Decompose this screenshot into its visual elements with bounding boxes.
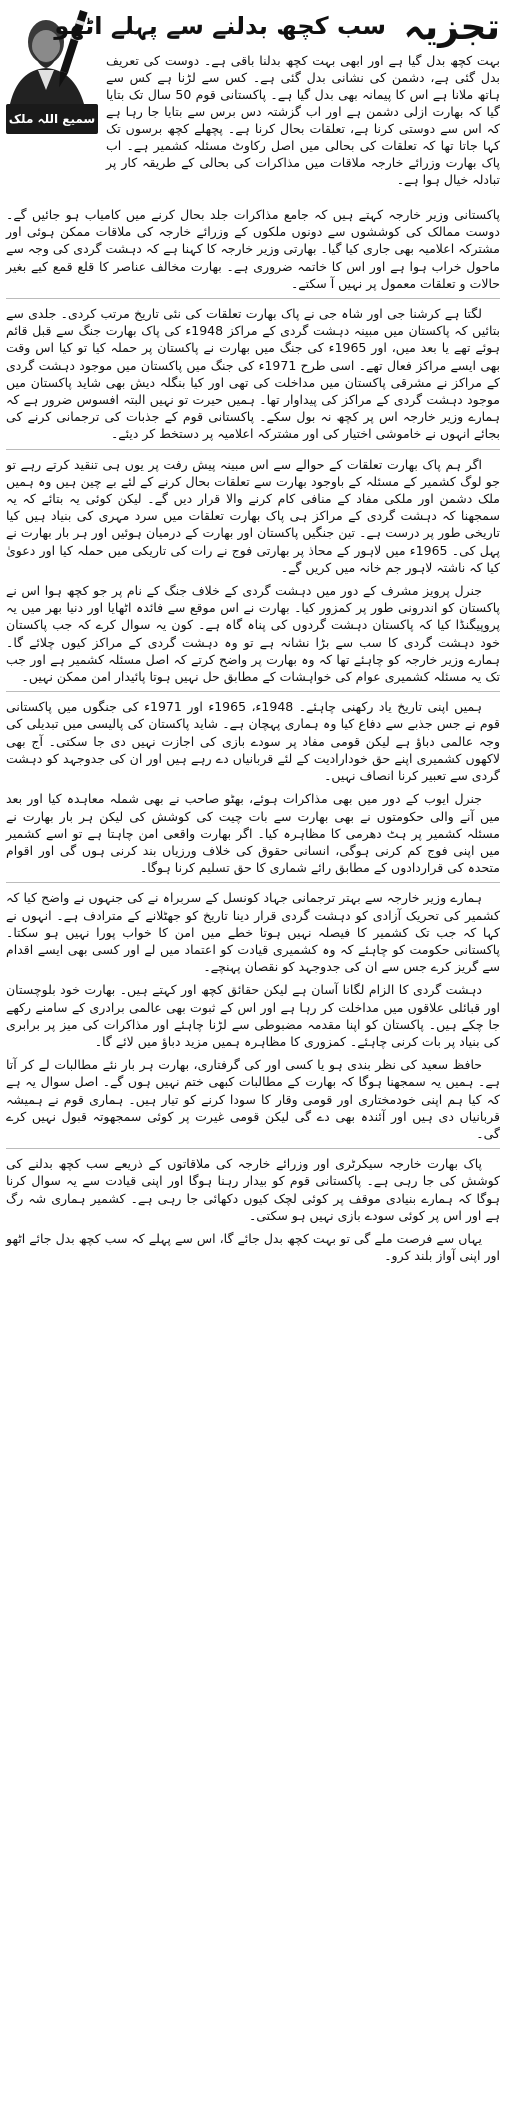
paragraph: جنرل پرویز مشرف کے دور میں دہشت گردی کے خلاف جنگ کے نام پر جو کچھ ہوا اس نے پاکستان کو اندرونی طور پر کمزور کیا۔ بھارت نے اس موقع سے فائدہ اٹھایا اور دنیا بھر میں یہ پروپیگنڈا کیا کہ پاکستان دہشت گردوں کی پناہ گاہ ہے۔ کون یہ سوال کرے کہ جب پاکستان خود دہشت گردی کا سب سے بڑا نشانہ ہے تو وہ دہشت گردی کے مراکز کیوں چلائے گا۔ ہمارے وزیر خارجہ کو چاہئے تھا کہ وہ بھارت پر واضح کرتے کہ اصل مسئلہ کشمیر ہے اور جب تک یہ مسئلہ کشمیری عوام کی خواہشات کے مطابق حل نہیں ہوتا پائیدار امن ممکن نہیں۔	[6, 583, 500, 685]
paragraph: یہاں سے فرصت ملے گی تو بہت کچھ بدل جائے گا، اس سے پہلے کہ سب کچھ بدل جائے اٹھو اور اپنی آواز بلند کرو۔	[6, 1230, 500, 1264]
paragraph: حافظ سعید کی نظر بندی ہو یا کسی اور کی گرفتاری، بھارت ہر بار نئے مطالبات لے کر آتا ہے۔ ہمیں یہ سمجھنا ہوگا کہ بھارت کے مطالبات کبھی ختم نہیں ہوں گے۔ اصل سوال یہ ہے کہ کیا ہم اپنی خودمختاری اور قومی وقار کا سودا کرنے کو تیار ہیں۔ ہماری قوم نے ہمیشہ قربانیاں دی ہیں اور آئندہ بھی دے گی لیکن قومی غیرت پر کوئی سمجھوتہ قبول نہیں کرے گی۔	[6, 1057, 500, 1141]
category-label: تجزیہ	[403, 7, 500, 48]
paragraph: جنرل ایوب کے دور میں بھی مذاکرات ہوئے، بھٹو صاحب نے بھی شملہ معاہدہ کیا اور بعد میں آنے والی حکومتوں نے بھی بھارت سے بات چیت کی کوشش کی لیکن ہر بار بھارت نے مسئلہ کشمیر پر ہٹ دھرمی کا مظاہرہ کیا۔ اگر بھارت واقعی امن چاہتا ہے تو اسے کشمیر میں اپنی فوج کم کرنی ہوگی، انسانی حقوق کی خلاف ورزیاں بند کرنی ہوں گی اور اقوام متحدہ کی قراردادوں کے مطابق رائے شماری کا حق تسلیم کرنا ہوگا۔	[6, 791, 500, 876]
paragraph: ہمیں اپنی تاریخ یاد رکھنی چاہئے۔ 1948ء، 1965ء اور 1971ء کی جنگوں میں پاکستانی قوم نے جس جذبے سے دفاع کیا وہ ہماری پہچان ہے۔ شاید پاکستان کی پالیسی میں تبدیلی کی وجہ عالمی دباؤ ہے لیکن قومی مفاد پر سودے بازی کی اجازت نہیں دی جا سکتی۔ آج بھی لاکھوں کشمیری اپنے حق خودارادیت کے لئے قربانیاں دے رہے ہیں اور ان کی جدوجہد کو دہشت گردی سے تعبیر کرنا انصاف نہیں۔	[6, 699, 500, 784]
divider	[6, 1148, 500, 1149]
article-headline: سب کچھ بدلنے سے پہلے اٹھو	[54, 12, 386, 40]
divider	[6, 298, 500, 299]
divider	[6, 882, 500, 883]
article-body	[6, 206, 500, 2113]
paragraph: ہمارے وزیر خارجہ سے بہتر ترجمانی جہاد کونسل کے سربراہ نے کی جنہوں نے واضح کیا کہ کشمیر کی تحریک آزادی کو دہشت گردی قرار دینا تاریخ کو جھٹلانے کے مترادف ہے۔ انہوں نے کہا کہ جب تک کشمیر کا فیصلہ نہیں ہوتا خطے میں امن کا خواب پورا نہیں ہو سکتا۔ پاکستانی حکومت کو چاہئے کہ وہ کشمیری قیادت کو اعتماد میں لے اور کسی بھی ایسے اقدام سے گریز کرے جس سے ان کی جدوجہد کو نقصان پہنچے۔	[6, 890, 500, 975]
divider	[6, 449, 500, 450]
paragraph: دہشت گردی کا الزام لگانا آسان ہے لیکن حقائق کچھ اور کہتے ہیں۔ بھارت خود بلوچستان اور قبائلی علاقوں میں مداخلت کر رہا ہے اور اس کے ثبوت بھی عالمی برادری کے سامنے رکھے جا چکے ہیں۔ پاکستان کو اپنا مقدمہ مضبوطی سے لڑنا چاہئے اور مذاکرات کی میز پر برابری کی بنیاد پر بات کرنی چاہئے۔ کمزوری کا مظاہرہ ہمیں مزید دباؤ میں لائے گا۔	[6, 982, 500, 1049]
paragraph: پاکستانی وزیر خارجہ کہتے ہیں کہ جامع مذاکرات جلد بحال کرنے میں کامیاب ہو جائیں گے۔ دوست ممالک کی کوششوں سے دونوں ملکوں کے وزرائے خارجہ کی ملاقات ممکن ہوئی اور مشترکہ اعلامیہ بھی جاری کیا گیا۔ بھارتی وزیر خارجہ کا کہنا ہے کہ دہشت گردی کی وجہ سے ماحول خراب ہوا ہے اور اس کا خاتمہ ضروری ہے۔ بھارت مخالف عناصر کا قلع قمع کیے بغیر حالات و تعلقات معمول پر نہیں آ سکتے۔	[6, 207, 500, 291]
author-byline: سمیع اللہ ملک	[6, 104, 98, 134]
paragraph: اگر ہم پاک بھارت تعلقات کے حوالے سے اس مبینہ پیش رفت پر یوں ہی تنقید کرتے رہے تو جو لوگ کشمیر کے مسئلہ کے باوجود بھارت سے تعلقات بحال کرنے کے لئے بے چین ہیں وہ ہمیں ملک دشمن اور ملکی مفاد کے منافی کام کرنے والا قرار دیں گے۔ لیکن کوئی یہ بتائے کہ یہ سمجھنا کہ دہشت گردی کے مراکز ہی پاک بھارت تعلقات میں سرد مہری کی بنیاد ہیں کیا تاریخی طور پر درست ہے۔ تین جنگیں پاکستان اور بھارت کے درمیان ہوئیں اور ہر بار بھارت نے پہل کی۔ 1965ء میں لاہور کے محاذ پر بھارتی فوج نے رات کی تاریکی میں حملہ کیا اور دعویٰ کیا کہ ناشتہ لاہور جم خانہ میں کریں گے۔	[6, 456, 500, 575]
divider	[6, 691, 500, 692]
article-lede: بہت کچھ بدل گیا ہے اور ابھی بہت کچھ بدلنا باقی ہے۔ دوست کی تعریف بدل گئی ہے، دشمن کی نشانی بدل گئی ہے۔ کس سے لڑنا ہے کس سے ہاتھ ملانا ہے اس کا پیمانہ بھی بدل گیا ہے۔ پاکستانی قوم 50 سال تک بتایا گیا کہ بھارت ازلی دشمن ہے اور اب گزشتہ دس برس سے بتایا جا رہا ہے کہ اس سے دوستی کرنا ہے، تعلقات بحال کرنا ہے۔ پچھلے کچھ برسوں تک کہا جاتا تھا کہ تعلقات کی بحالی میں اصل رکاوٹ مسئلہ کشمیر ہے۔ اب پاک بھارت وزرائے خارجہ ملاقات میں مذاکرات کی بحالی کے طریقہ کار پر تبادلہ خیال ہوا ہے۔	[106, 53, 500, 187]
paragraph: لگتا ہے کرشنا جی اور شاہ جی نے پاک بھارت تعلقات کی نئی تاریخ مرتب کردی۔ جلدی سے بتائیں کہ پاکستان میں مبینہ دہشت گردی کے مراکز 1948ء کی پاک بھارت جنگ سے قبل قائم ہوئے تھے یا بعد میں، اور 1965ء کی جنگ میں بھارت نے پاکستان پر حملہ کیا تو کیا اس وقت بھی ایسے مراکز فعال تھے۔ اسی طرح 1971ء کی جنگ میں پاکستان میں موجود دہشت گردی کے مراکز نے مشرقی پاکستان میں مداخلت کی تھی اور کیا بنگلہ دیش بھی شاید پاکستان میں موجود دہشت گردی کے مراکز کی پیداوار تھا۔ ہمیں حیرت تو نہیں البتہ افسوس ضرور ہے کہ ہمارے وزیر خارجہ اس پر کچھ نہ بول سکے۔ پاکستانی قوم کے جذبات کی ترجمانی کرنے کی بجائے انہوں نے خاموشی اختیار کی اور مشترکہ اعلامیہ پر دستخط کر دیئے۔	[6, 306, 500, 442]
paragraph: پاک بھارت خارجہ سیکرٹری اور وزرائے خارجہ کی ملاقاتوں کے ذریعے سب کچھ بدلنے کی کوشش کی جا رہی ہے۔ پاکستانی قوم کو بیدار رہنا ہوگا اور اپنی قیادت سے یہ سوال کرنا ہوگا کہ ہمارے بنیادی موقف پر کوئی لچک کیوں دکھائی جا رہی ہے۔ کشمیر ہماری شہ رگ ہے اور اس پر کوئی سودے بازی نہیں ہو سکتی۔	[6, 1156, 500, 1223]
